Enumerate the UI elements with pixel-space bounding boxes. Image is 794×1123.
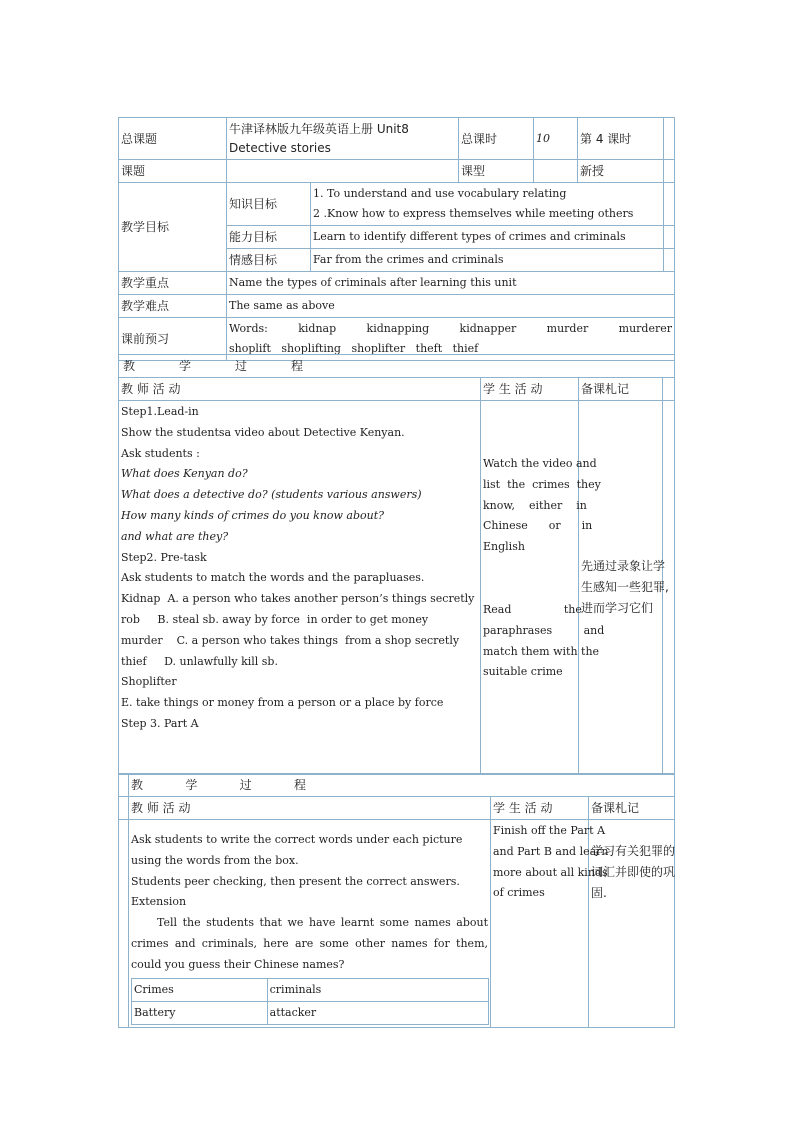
notes-header: 备课札记 bbox=[589, 797, 675, 820]
total-hours-label: 总课时 bbox=[459, 118, 534, 160]
student-line: Read the bbox=[483, 602, 582, 616]
teacher-activity-header: 教 师 活 动 bbox=[119, 378, 481, 401]
teacher-line: murder C. a person who takes things from a shop secretly bbox=[121, 633, 460, 647]
blank-cell bbox=[119, 797, 129, 820]
student-line: and Part B and learn bbox=[493, 844, 609, 858]
teacher-activity-cell bbox=[119, 401, 481, 775]
preview-word: kidnap bbox=[298, 322, 337, 335]
preview-word: kidnapper bbox=[459, 322, 517, 335]
blank-cell bbox=[664, 118, 675, 160]
note-line: 词汇并即使的巩 bbox=[591, 865, 676, 879]
note-line: 进而学习它们 bbox=[581, 601, 654, 615]
student-line: Chinese or in bbox=[483, 519, 593, 533]
preview-word: kidnapping bbox=[366, 322, 430, 335]
lesson-info-table bbox=[118, 117, 675, 361]
preview-words-prefix: Words: bbox=[229, 322, 268, 335]
teacher-line: and what are they? bbox=[121, 529, 229, 543]
student-line: know, either in bbox=[483, 498, 587, 512]
student-activity-header: 学 生 活 动 bbox=[481, 378, 579, 401]
lesson-type-value: 新授 bbox=[578, 160, 664, 183]
note-line: 固. bbox=[591, 886, 607, 900]
crimes-table-cell: criminals bbox=[267, 978, 488, 1001]
teacher-line: using the words from the box. bbox=[131, 853, 299, 867]
blank-cell bbox=[664, 249, 675, 272]
process-title-char: 学 bbox=[178, 359, 191, 373]
note-line: 先通过录象让学 bbox=[581, 559, 666, 573]
teacher-line: Ask students : bbox=[121, 446, 200, 460]
student-line: Watch the video and bbox=[483, 457, 597, 470]
knowledge-goal-line: 1. To understand and use vocabulary relating bbox=[313, 187, 567, 200]
knowledge-goal-line: 2 .Know how to express themselves while meeting others bbox=[313, 207, 634, 220]
teacher-line: Extension bbox=[131, 895, 187, 909]
notes-header: 备课札记 bbox=[579, 378, 663, 401]
lesson-type-label: 课型 bbox=[459, 160, 534, 183]
ability-goal-label: 能力目标 bbox=[227, 226, 311, 249]
teacher-line: Show the studentsa video about Detective Kenyan. bbox=[121, 425, 405, 439]
teacher-line: thief D. unlawfully kill sb. bbox=[121, 654, 278, 668]
preview-line bbox=[229, 319, 672, 339]
teacher-line: Shoplifter bbox=[121, 675, 177, 689]
teacher-line: Step1.Lead-in bbox=[121, 405, 199, 418]
process-title-char: 程 bbox=[293, 778, 306, 792]
blank-cell bbox=[534, 160, 578, 183]
blank-cell bbox=[664, 160, 675, 183]
note-line: 学习有关犯罪的 bbox=[591, 844, 676, 858]
teacher-line: Kidnap A. a person who takes another person’s things secretly bbox=[121, 592, 475, 606]
difficulties-value: The same as above bbox=[227, 295, 675, 318]
process-title bbox=[119, 355, 675, 378]
goals-label: 教学目标 bbox=[119, 183, 227, 272]
student-line: English bbox=[483, 540, 525, 554]
student-line: suitable crime bbox=[483, 665, 563, 679]
process-title-char: 过 bbox=[234, 359, 247, 373]
preview-line: shoplift shoplifting shoplifter theft thief bbox=[229, 342, 479, 355]
process-title-char: 程 bbox=[290, 359, 303, 373]
extension-paragraph: Tell the students that we have learnt some names about crimes and criminals, here are some other names for them, could you guess their Chinese names? bbox=[131, 916, 488, 971]
total-topic-value: 牛津译林版九年级英语上册 Unit8 Detective stories bbox=[227, 118, 459, 160]
process-table-2 bbox=[118, 773, 675, 1028]
key-points-value: Name the types of criminals after learning this unit bbox=[227, 272, 675, 295]
topic-value bbox=[227, 160, 459, 183]
emotion-goal-value: Far from the crimes and criminals bbox=[311, 249, 664, 272]
teacher-line: Ask students to match the words and the parapluases. bbox=[121, 571, 425, 585]
student-line: Finish off the Part A bbox=[493, 824, 606, 837]
process-title-char: 教 bbox=[131, 778, 144, 792]
blank-cell bbox=[664, 183, 675, 226]
student-line: more about all kinds bbox=[493, 865, 608, 879]
notes-cell bbox=[589, 820, 675, 1028]
teacher-line: What does Kenyan do? bbox=[121, 467, 248, 481]
blank-cell bbox=[119, 774, 129, 797]
teacher-line: Step2. Pre-task bbox=[121, 550, 207, 564]
student-line: paraphrases and bbox=[483, 623, 605, 637]
student-activity-header: 学 生 活 动 bbox=[491, 797, 589, 820]
process-title bbox=[129, 774, 675, 797]
student-line: list the crimes they bbox=[483, 477, 601, 491]
process-title-char: 过 bbox=[239, 778, 252, 792]
process-title-char: 学 bbox=[185, 778, 198, 792]
total-topic-label: 总课题 bbox=[119, 118, 227, 160]
blank-cell bbox=[664, 226, 675, 249]
process-title-char: 教 bbox=[123, 359, 136, 373]
ability-goal-value: Learn to identify different types of crimes and criminals bbox=[311, 226, 664, 249]
crimes-table bbox=[131, 978, 489, 1025]
teacher-line: Step 3. Part A bbox=[121, 716, 199, 730]
student-line: match them with the bbox=[483, 644, 600, 658]
student-activity-cell bbox=[491, 820, 609, 1028]
knowledge-goal-value bbox=[311, 183, 664, 226]
process-table-1 bbox=[118, 354, 675, 775]
preview-word: murder bbox=[546, 322, 589, 335]
teacher-line: How many kinds of crimes do you know about? bbox=[121, 508, 385, 522]
note-line: 生感知一些犯罪, bbox=[581, 580, 669, 594]
student-line: of crimes bbox=[493, 886, 545, 900]
knowledge-goal-label: 知识目标 bbox=[227, 183, 311, 226]
difficulties-label: 教学难点 bbox=[119, 295, 227, 318]
blank-cell bbox=[119, 820, 129, 1028]
teacher-line: What does a detective do? (students various answers) bbox=[121, 488, 422, 502]
teacher-line: rob B. steal sb. away by force in order to get money bbox=[121, 612, 429, 626]
emotion-goal-label: 情感目标 bbox=[227, 249, 311, 272]
crimes-table-cell: Battery bbox=[132, 1001, 268, 1024]
teacher-activity-header: 教 师 活 动 bbox=[129, 797, 491, 820]
key-points-label: 教学重点 bbox=[119, 272, 227, 295]
crimes-table-cell: Crimes bbox=[132, 978, 268, 1001]
blank-cell bbox=[663, 378, 675, 401]
student-activity-cell bbox=[481, 401, 605, 775]
teacher-line: Ask students to write the correct words under each picture bbox=[131, 833, 463, 846]
preview-word: murderer bbox=[618, 322, 672, 335]
crimes-table-cell: attacker bbox=[267, 1001, 488, 1024]
lesson-number: 第 4 课时 bbox=[578, 118, 664, 160]
preview-label: 课前预习 bbox=[119, 318, 227, 361]
topic-label: 课题 bbox=[119, 160, 227, 183]
total-hours-value: 10 bbox=[534, 118, 578, 160]
teacher-line: Students peer checking, then present the correct answers. bbox=[131, 874, 460, 888]
teacher-line: E. take things or money from a person or a place by force bbox=[121, 696, 444, 710]
teacher-activity-cell bbox=[129, 820, 491, 1028]
